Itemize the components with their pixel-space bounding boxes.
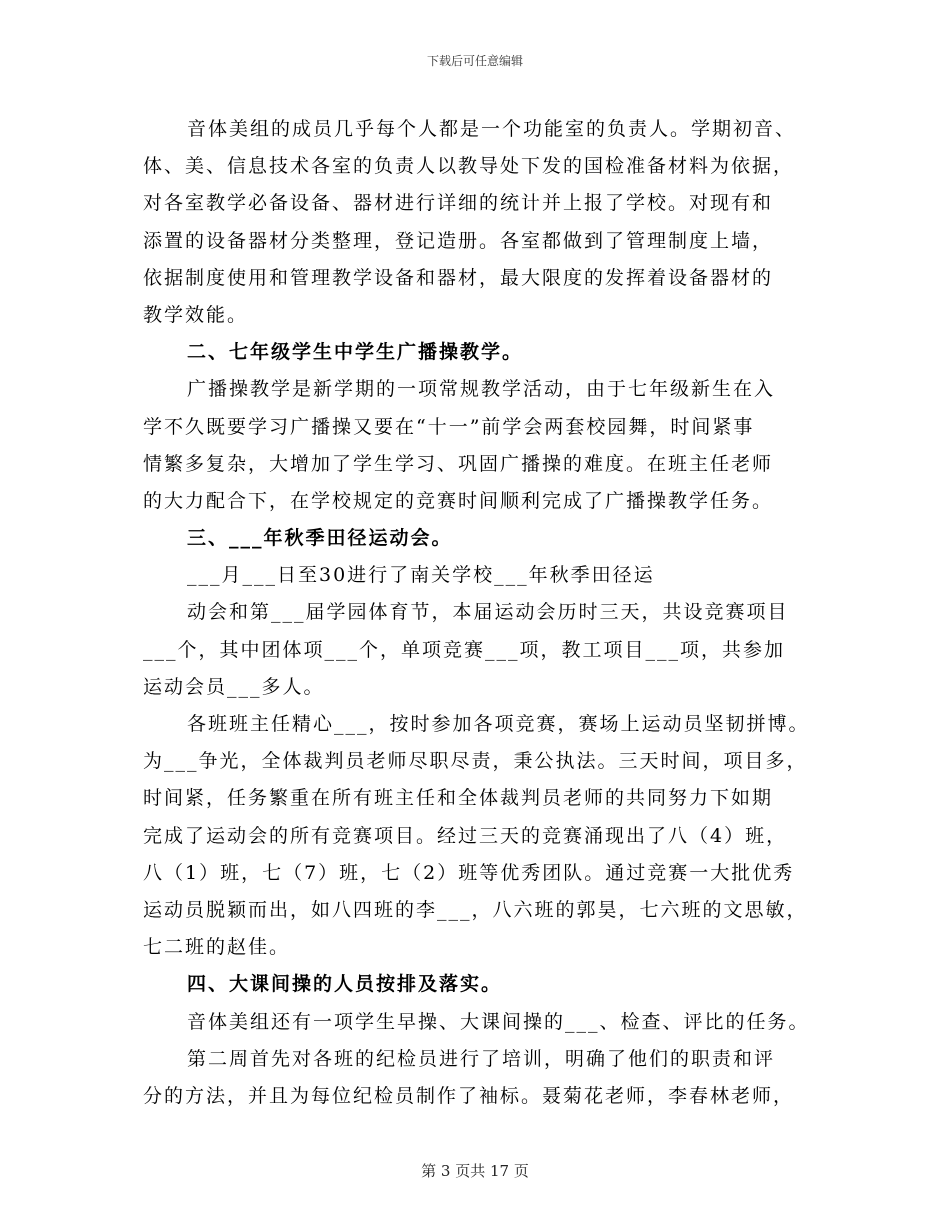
section-heading: 四、大课间操的人员按排及落实。	[187, 973, 503, 996]
paragraph-line: 添置的设备器材分类整理，登记造册。各室都做到了管理制度上墙，	[143, 229, 774, 252]
paragraph-line: 完成了运动会的所有竞赛项目。经过三天的竞赛涌现出了八（4）班，	[143, 824, 788, 847]
page-header: 下载后可任意编辑	[426, 54, 523, 68]
paragraph-line: 八（1）班，七（7）班，七（2）班等优秀团队。通过竞赛一大批优秀	[143, 861, 795, 884]
paragraph-line: 动会和第___届学园体育节，本届运动会历时三天，共设竞赛项目	[187, 601, 789, 624]
paragraph-line: 的大力配合下，在学校规定的竞赛时间顺利完成了广播操教学任务。	[143, 489, 774, 512]
paragraph-line: 音体美组还有一项学生早操、大课间操的___、检查、评比的任务。	[187, 1010, 810, 1033]
section-heading: 三、___年秋季田径运动会。	[187, 527, 453, 550]
paragraph-line: 学不久既要学习广播操又要在“十一”前学会两套校园舞，时间紧事	[143, 415, 755, 438]
paragraph-line: 七二班的赵佳。	[143, 936, 291, 959]
document-body	[143, 111, 843, 1115]
paragraph-line: 运动员脱颖而出，如八四班的李___，八六班的郭昊，七六班的文思敏，	[143, 898, 808, 921]
paragraph-line: 依据制度使用和管理教学设备和器材，最大限度的发挥着设备器材的	[143, 266, 774, 289]
paragraph-line: 分的方法，并且为每位纪检员制作了袖标。聂菊花老师，李春林老师，	[143, 1084, 795, 1107]
paragraph-line: 运动会员___多人。	[143, 675, 325, 698]
paragraph-line: ___月___日至30进行了南关学校___年秋季田径运	[187, 564, 655, 587]
paragraph-line: 教学效能。	[143, 303, 249, 326]
paragraph-line: 对各室教学必备设备、器材进行详细的统计并上报了学校。对现有和	[143, 192, 774, 215]
paragraph-line: 为___争光，全体裁判员老师尽职尽责，秉公执法。三天时间，项目多，	[143, 750, 808, 773]
paragraph-line: 情繁多复杂，大增加了学生学习、巩固广播操的难度。在班主任老师	[143, 452, 774, 475]
page-footer: 第 3 页共 17 页	[421, 1162, 529, 1180]
paragraph-line: 体、美、信息技术各室的负责人以教导处下发的国检准备材料为依据，	[143, 155, 795, 178]
paragraph-line: 音体美组的成员几乎每个人都是一个功能室的负责人。学期初音、	[187, 118, 797, 140]
paragraph-line: 广播操教学是新学期的一项常规教学活动，由于七年级新生在入	[187, 378, 776, 401]
paragraph-line: 时间紧，任务繁重在所有班主任和全体裁判员老师的共同努力下如期	[143, 787, 774, 810]
paragraph-line: ___个，其中团体项___个，单项竞赛___项，教工项目___项，共参加	[143, 638, 786, 661]
paragraph-line: 第二周首先对各班的纪检员进行了培训，明确了他们的职责和评	[187, 1047, 776, 1070]
paragraph-line: 各班班主任精心___，按时参加各项竞赛，赛场上运动员坚韧拼博。	[187, 713, 810, 735]
section-heading: 二、七年级学生中学生广播操教学。	[187, 341, 524, 364]
